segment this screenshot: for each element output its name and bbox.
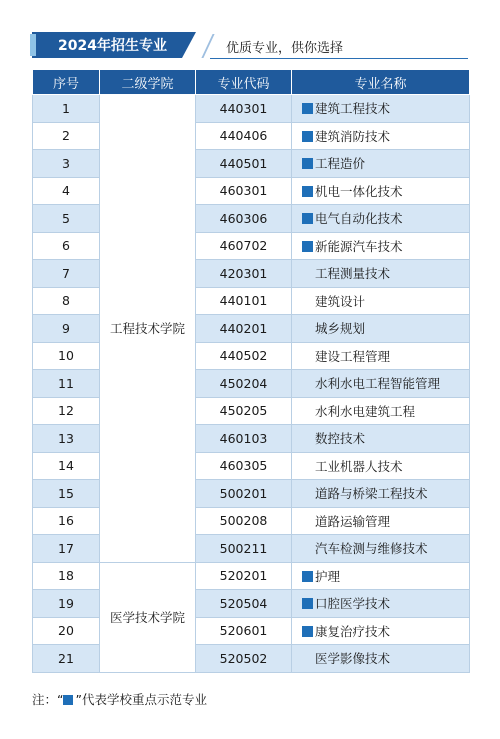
major-name-cell (292, 425, 470, 453)
major-name: 护理 (315, 568, 341, 584)
key-marker-icon (302, 241, 313, 252)
row-number: 17 (33, 535, 100, 563)
row-number: 8 (33, 287, 100, 315)
major-name-cell (292, 507, 470, 535)
section-header (0, 28, 500, 62)
row-number: 19 (33, 590, 100, 618)
row-number: 14 (33, 452, 100, 480)
major-name: 道路与桥梁工程技术 (315, 486, 428, 502)
banner-accent (30, 34, 36, 56)
majors-table (32, 69, 470, 673)
key-marker-icon (302, 571, 313, 582)
major-name: 水利水电工程智能管理 (315, 376, 441, 392)
major-name: 口腔医学技术 (315, 596, 391, 612)
major-name: 水利水电建筑工程 (315, 403, 416, 419)
key-marker-icon (302, 626, 313, 637)
table-row (33, 177, 470, 205)
major-code: 420301 (196, 260, 292, 288)
row-number: 11 (33, 370, 100, 398)
major-code: 520201 (196, 562, 292, 590)
major-name-cell (292, 260, 470, 288)
column-header-college: 二级学院 (100, 70, 196, 95)
major-code: 440501 (196, 150, 292, 178)
major-name: 城乡规划 (315, 321, 366, 337)
college-cell: 工程技术学院 (100, 95, 196, 563)
table-row (33, 617, 470, 645)
table-row (33, 260, 470, 288)
major-name-cell (292, 397, 470, 425)
column-header-no: 序号 (33, 70, 100, 95)
row-number: 20 (33, 617, 100, 645)
table-row (33, 287, 470, 315)
table-row (33, 452, 470, 480)
key-marker-icon (302, 103, 313, 114)
row-number: 13 (33, 425, 100, 453)
major-name-cell (292, 95, 470, 123)
major-name: 机电一体化技术 (315, 183, 403, 199)
major-name-cell (292, 645, 470, 673)
table-row (33, 95, 470, 123)
major-name: 工程测量技术 (315, 266, 391, 282)
major-name: 医学影像技术 (315, 651, 391, 667)
major-name-cell (292, 150, 470, 178)
major-code: 460306 (196, 205, 292, 233)
major-code: 520601 (196, 617, 292, 645)
row-number: 5 (33, 205, 100, 233)
key-marker-icon (302, 158, 313, 169)
table-row (33, 315, 470, 343)
page-title: 2024年招生专业 (58, 38, 167, 54)
major-code: 440502 (196, 342, 292, 370)
major-name-cell (292, 562, 470, 590)
row-number: 21 (33, 645, 100, 673)
major-code: 520504 (196, 590, 292, 618)
row-number: 10 (33, 342, 100, 370)
column-header-name: 专业名称 (292, 70, 470, 95)
key-marker-icon (302, 186, 313, 197)
table-row (33, 397, 470, 425)
table-row (33, 480, 470, 508)
row-number: 15 (33, 480, 100, 508)
major-name-cell (292, 232, 470, 260)
major-name-cell (292, 205, 470, 233)
major-code: 440301 (196, 95, 292, 123)
major-name: 数控技术 (315, 431, 366, 447)
table-row (33, 205, 470, 233)
major-name: 建筑设计 (315, 293, 366, 309)
major-name: 康复治疗技术 (315, 623, 391, 639)
table-row (33, 370, 470, 398)
major-name-cell (292, 342, 470, 370)
major-name: 建筑消防技术 (315, 128, 391, 144)
key-marker-icon (63, 695, 73, 705)
row-number: 16 (33, 507, 100, 535)
table-row (33, 122, 470, 150)
major-name-cell (292, 370, 470, 398)
row-number: 3 (33, 150, 100, 178)
table-header-row (33, 70, 470, 95)
major-name-cell (292, 177, 470, 205)
major-code: 450205 (196, 397, 292, 425)
table-row (33, 425, 470, 453)
major-name: 汽车检测与维修技术 (315, 541, 428, 557)
major-name-cell (292, 122, 470, 150)
major-name: 道路运输管理 (315, 513, 391, 529)
major-name-cell (292, 617, 470, 645)
major-name: 建设工程管理 (315, 348, 391, 364)
row-number: 18 (33, 562, 100, 590)
major-name-cell (292, 452, 470, 480)
key-marker-icon (302, 213, 313, 224)
row-number: 7 (33, 260, 100, 288)
header-divider (201, 34, 214, 58)
major-code: 500211 (196, 535, 292, 563)
major-code: 440406 (196, 122, 292, 150)
table-body (33, 95, 470, 673)
table-row (33, 232, 470, 260)
major-code: 460702 (196, 232, 292, 260)
major-code: 440101 (196, 287, 292, 315)
major-code: 460301 (196, 177, 292, 205)
major-code: 460103 (196, 425, 292, 453)
major-code: 450204 (196, 370, 292, 398)
major-name: 新能源汽车技术 (315, 238, 403, 254)
major-name-cell (292, 287, 470, 315)
major-name-cell (292, 590, 470, 618)
major-name-cell (292, 480, 470, 508)
column-header-code: 专业代码 (196, 70, 292, 95)
key-marker-icon (302, 131, 313, 142)
note-prefix: 注：“ (32, 692, 64, 707)
major-name: 工程造价 (315, 156, 366, 172)
legend-note (32, 690, 207, 708)
major-code: 500201 (196, 480, 292, 508)
table-row (33, 645, 470, 673)
row-number: 4 (33, 177, 100, 205)
row-number: 1 (33, 95, 100, 123)
major-name-cell (292, 315, 470, 343)
college-cell: 医学技术学院 (100, 562, 196, 672)
row-number: 12 (33, 397, 100, 425)
major-name: 工业机器人技术 (315, 458, 403, 474)
table-row (33, 590, 470, 618)
page-subtitle: 优质专业，供你选择 (226, 41, 344, 56)
major-name: 电气自动化技术 (315, 211, 403, 227)
table-row (33, 535, 470, 563)
table-row (33, 150, 470, 178)
table-row (33, 342, 470, 370)
major-code: 500208 (196, 507, 292, 535)
table-row (33, 507, 470, 535)
key-marker-icon (302, 598, 313, 609)
row-number: 6 (33, 232, 100, 260)
major-code: 440201 (196, 315, 292, 343)
major-code: 520502 (196, 645, 292, 673)
row-number: 9 (33, 315, 100, 343)
major-code: 460305 (196, 452, 292, 480)
major-name: 建筑工程技术 (315, 101, 391, 117)
subtitle-underline (210, 58, 468, 59)
note-suffix: ”代表学校重点示范专业 (75, 692, 207, 707)
row-number: 2 (33, 122, 100, 150)
table-row (33, 562, 470, 590)
major-name-cell (292, 535, 470, 563)
